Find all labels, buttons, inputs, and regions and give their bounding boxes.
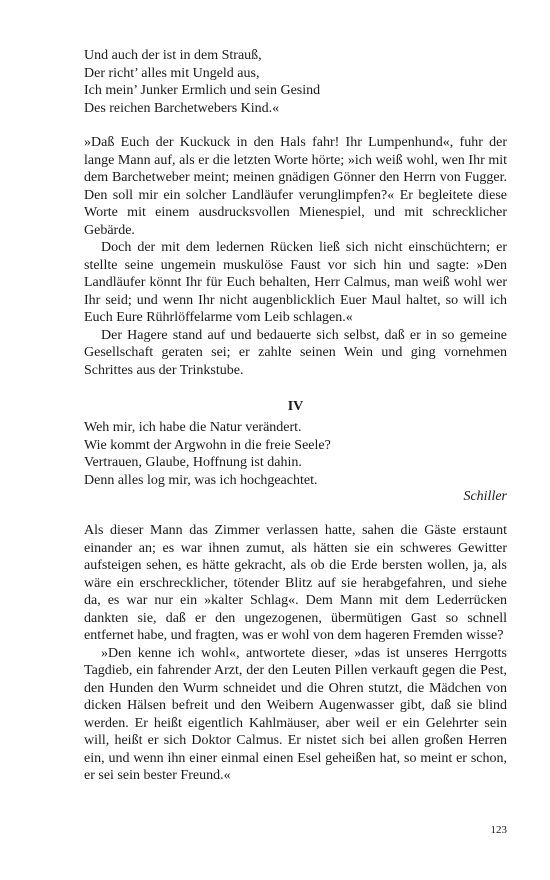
verse-top [84,47,507,117]
paragraph: »Daß Euch der Kuckuck in den Hals fahr! Ihr Lumpenhund«, fuhr der lange Mann auf, als er die letzten Worte hörte; »ich weiß wohl, wen Ihr mit dem Barchetweber meint; meinen gnädigen Gönner den Herrn von Fugger. Den soll mir ein solcher Landläufer verunglimpfen?« Er begleitete diese Worte mit einem ausdrucksvollen Mienespiel, und mit schrecklicher Gebärde. [84,135,507,238]
narrative-section [84,522,507,785]
epigraph-attribution: Schiller [463,489,507,504]
dialogue-section [84,134,507,379]
chapter-heading: IV [287,399,304,414]
verse-line: Und auch der ist in dem Strauß, [84,48,262,63]
verse-line: Der richt’ alles mit Ungeld aus, [84,65,260,81]
paragraph: Der Hagere stand auf und bedauerte sich selbst, daß er in so gemeine Gesellschaft geraten sei; er zahlte seinen Wein und ging vornehmen Schrittes aus der Trinkstube. [84,327,507,378]
paragraph: Doch der mit dem ledernen Rücken ließ sich nicht einschüchtern; er stellte seine ungemein muskulöse Faust vor sich hin und sagte: »Den Landläufer könnt Ihr für Euch behalten, Herr Calmus, man weiß wohl wer Ihr seid; und wenn Ihr nicht augenblicklich Euer Maul haltet, so will ich Euch Eure Rührlöffelarme vom Leib schlagen.« [84,240,507,325]
page-number: 123 [490,824,507,836]
verse-line: Weh mir, ich habe die Natur verändert. [84,420,302,435]
paragraph: »Den kenne ich wohl«, antwortete dieser, »das ist unseres Herrgotts Tagdieb, ein fahrender Arzt, der den Leuten Pillen verkauft gegen die Pest, den Hunden den Wurm schneidet und die Ohren stutzt, die Mädchen von dicken Hälsen befreit und den Weibern Augenwasser gibt, daß sie blind werden. Er heißt eigentlich Kahlmäuser, aber weil er ein Gelehrter sein will, heißt er sich Doktor Calmus. Er nistet sich bei allen großen Herren ein, und wenn ihn einer einmal einen Esel geheißen hat, so meint er schon, er sei sein bester Freund.« [84,645,507,783]
verse-line: Vertrauen, Glaube, Hoffnung ist dahin. [84,455,302,470]
verse-line: Des reichen Barchetwebers Kind.« [84,100,280,116]
paragraph: Als dieser Mann das Zimmer verlassen hatte, sahen die Gäste erstaunt einander an; es war ihnen zumut, als hätten sie ein schweres Gewitter aufsteigen sehen, es hätte gekracht, als ob die Erde bersten wollen, ja, als wäre ein erschrecklicher, tötender Blitz auf sie herabgefahren, und siehe da, es war nur ein »kalter Schlag«. Dem Mann mit dem Lederrücken dankten sie, daß er den ungezogenen, übermütigen Gast so schnell entfernet habe, und fragten, was er wohl von dem hageren Fremden wisse? [84,523,507,643]
verse-line: Wie kommt der Argwohn in die freie Seele? [84,437,331,453]
verse-line: Denn alles log mir, was ich hochgeachtet. [84,472,318,488]
epigraph-verse [84,419,507,489]
verse-line: Ich mein’ Junker Ermlich und sein Gesind [84,83,321,98]
